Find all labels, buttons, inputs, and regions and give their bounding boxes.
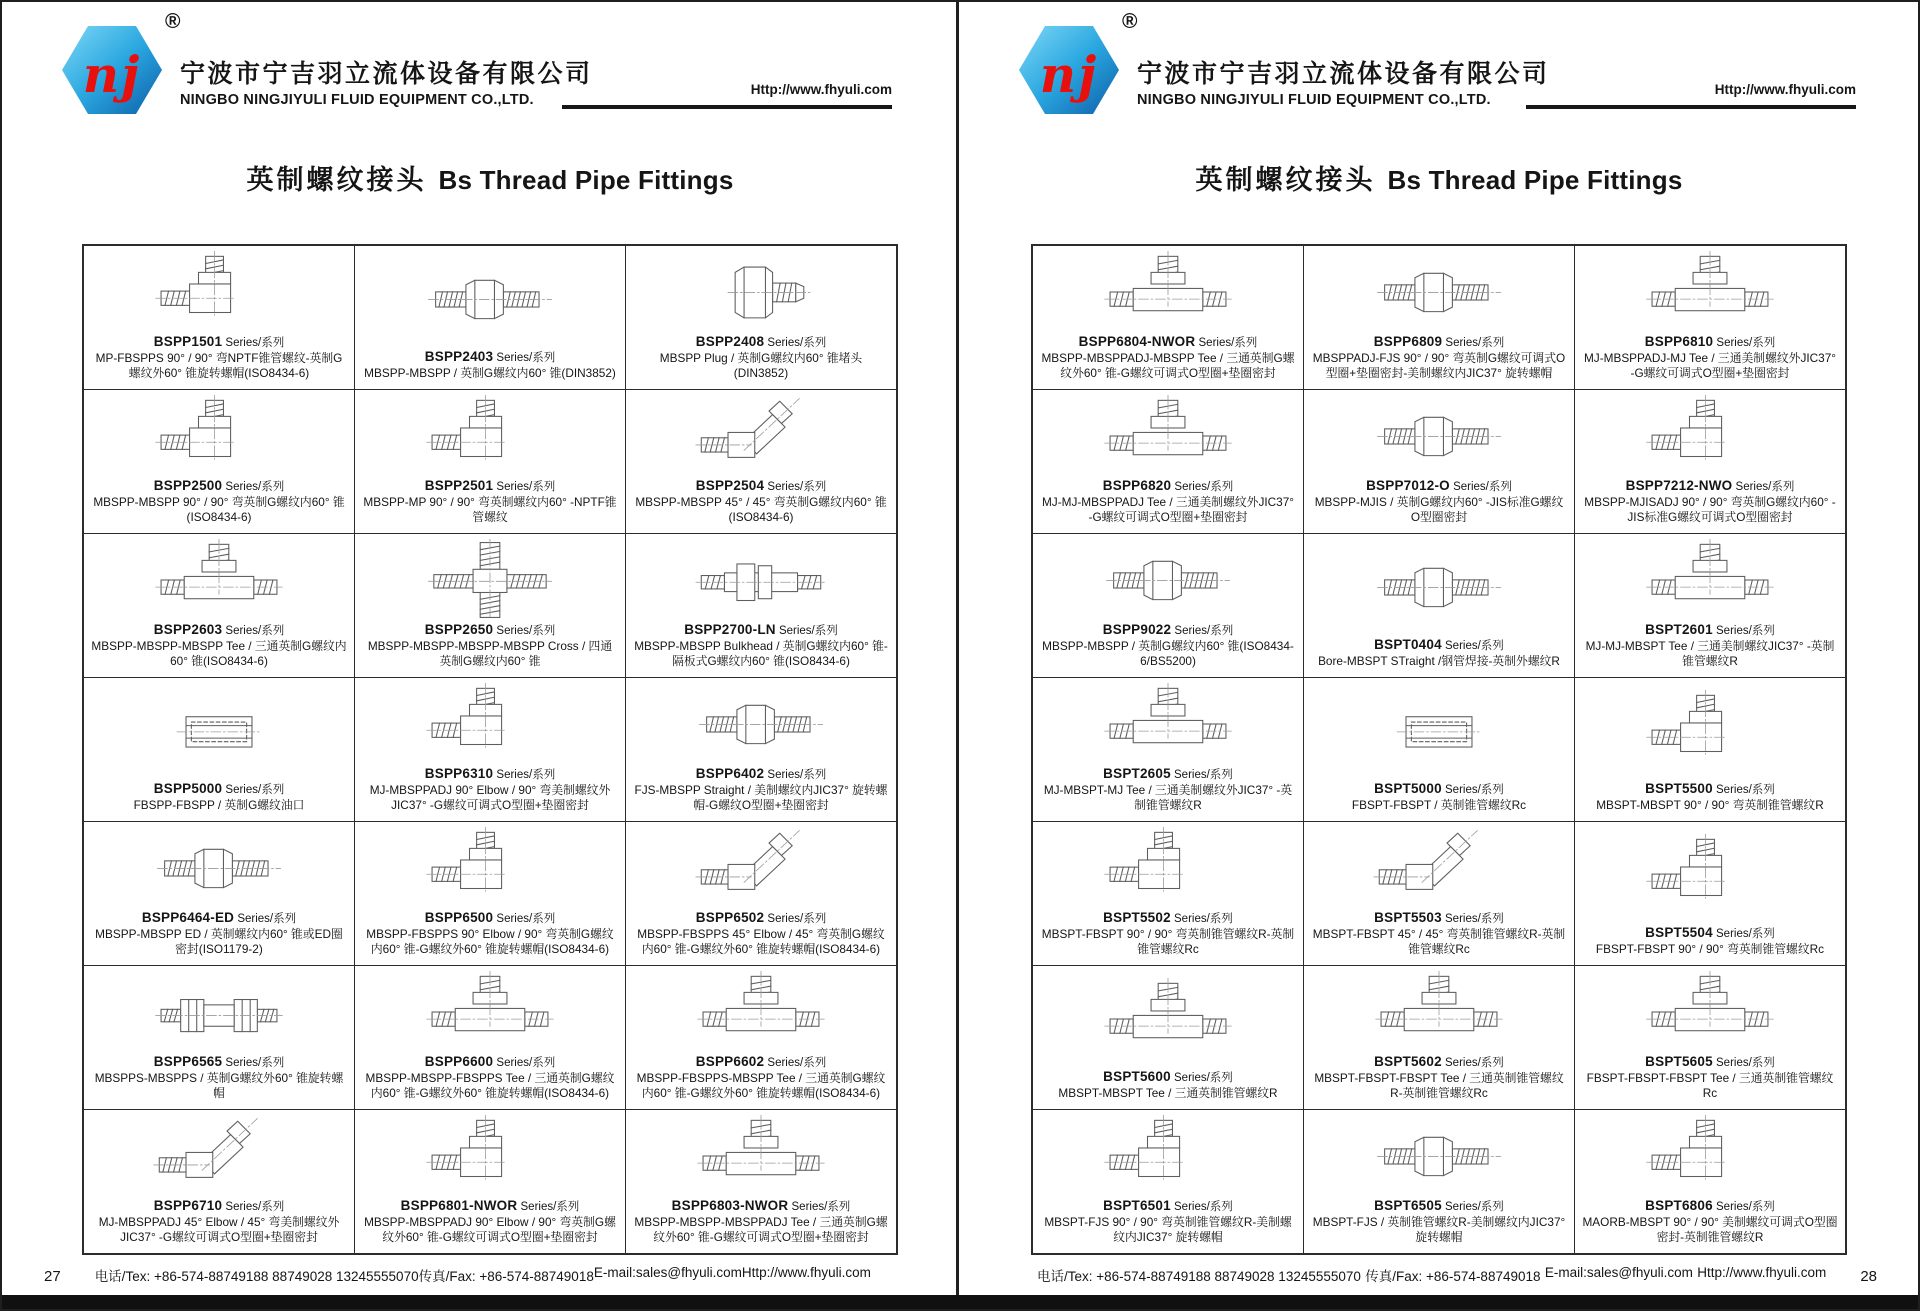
series-number: BSPP2408 bbox=[695, 334, 765, 350]
series-description: MBSPP-MBSPP / 英制G螺纹内60° 锥(ISO8434-6/BS5200) bbox=[1042, 639, 1294, 669]
series-description: MBSPT-FJS / 英制锥管螺纹R-美制螺纹内JIC37° 旋转螺帽 bbox=[1312, 1215, 1566, 1245]
website-url: Http://www.fhyuli.com bbox=[1714, 82, 1856, 97]
sleeve-fitting-drawing bbox=[1304, 678, 1574, 780]
product-cell-BSPP2700-LN bbox=[626, 534, 896, 677]
series-description: MBSPP-MBSPPADJ-MBSPP Tee / 三通英制G螺纹外60° 锥-G螺纹可调式O型圈+垫圈密封 bbox=[1041, 351, 1295, 381]
product-cell-BSPP6310 bbox=[355, 678, 625, 821]
product-cell-BSPP1501 bbox=[84, 246, 354, 389]
product-cell-BSPT5503 bbox=[1304, 822, 1574, 965]
series-number: BSPP2501 bbox=[424, 478, 494, 494]
series-description: MBSPP Plug / 英制G螺纹内60° 锥堵头(DIN3852) bbox=[659, 351, 863, 381]
tee-fitting-drawing bbox=[1575, 966, 1845, 1053]
product-caption bbox=[1033, 1197, 1303, 1253]
product-cell-BSPP2504 bbox=[626, 390, 896, 533]
product-cell-BSPT5500 bbox=[1575, 678, 1845, 821]
sleeve-fitting-drawing bbox=[84, 678, 354, 780]
product-caption bbox=[1575, 924, 1845, 965]
series-number: BSPP6600 bbox=[424, 1054, 494, 1070]
bulkhead-fitting-drawing bbox=[626, 534, 896, 621]
straight-fitting-drawing bbox=[1033, 534, 1303, 621]
series-suffix-label: Series/系列 bbox=[1449, 481, 1512, 494]
website-url: Http://www.fhyuli.com bbox=[750, 82, 892, 97]
product-cell-BSPP2408 bbox=[626, 246, 896, 389]
series-suffix-label: Series/系列 bbox=[234, 913, 297, 926]
series-description: FBSPP-FBSPP / 英制G螺纹油口 bbox=[133, 798, 305, 813]
product-cell-BSPP6500 bbox=[355, 822, 625, 965]
bottom-black-bar bbox=[2, 1295, 1918, 1309]
series-number: BSPP6565 bbox=[153, 1054, 223, 1070]
series-suffix-label: Series/系列 bbox=[764, 481, 827, 494]
series-number: BSPP6710 bbox=[153, 1198, 223, 1214]
series-number: BSPT6501 bbox=[1103, 1198, 1171, 1214]
series-description: MBSPP-MBSPP 45° / 45° 弯英制G螺纹内60° 锥(ISO8434-6) bbox=[635, 495, 887, 525]
tee-fitting-drawing bbox=[1033, 678, 1303, 765]
product-cell-BSPP9022 bbox=[1033, 534, 1303, 677]
series-number: BSPP6502 bbox=[695, 910, 765, 926]
product-cell-BSPP6710 bbox=[84, 1110, 354, 1253]
series-suffix-label: Series/系列 bbox=[1171, 481, 1234, 494]
series-description: MBSPP-MBSPP / 英制G螺纹内60° 锥(DIN3852) bbox=[364, 366, 616, 381]
series-number: BSPP2500 bbox=[153, 478, 223, 494]
product-cell-BSPT5502 bbox=[1033, 822, 1303, 965]
series-suffix-label: Series/系列 bbox=[493, 481, 556, 494]
tee-fitting-drawing bbox=[1033, 966, 1303, 1068]
product-cell-BSPT6501 bbox=[1033, 1110, 1303, 1253]
product-cell-BSPP7212-NWO bbox=[1575, 390, 1845, 533]
straight-fitting-drawing bbox=[1304, 1110, 1574, 1197]
product-caption bbox=[1033, 621, 1303, 677]
series-description: FBSPT-FBSPT-FBSPT Tee / 三通英制锥管螺纹Rc bbox=[1586, 1071, 1834, 1101]
series-number: BSPP1501 bbox=[153, 334, 223, 350]
product-cell-BSPP2500 bbox=[84, 390, 354, 533]
product-caption bbox=[84, 780, 354, 821]
series-suffix-label: Series/系列 bbox=[764, 337, 827, 350]
series-number: BSPP6820 bbox=[1102, 478, 1172, 494]
series-suffix-label: Series/系列 bbox=[1712, 625, 1775, 638]
series-number: BSPT2601 bbox=[1645, 622, 1713, 638]
product-caption bbox=[626, 1053, 896, 1109]
header-rule bbox=[1526, 105, 1856, 109]
product-cell-BSPT6806 bbox=[1575, 1110, 1845, 1253]
product-caption bbox=[1033, 909, 1303, 965]
footer-email: E-mail:sales@fhyuli.com bbox=[593, 1265, 742, 1280]
series-suffix-label: Series/系列 bbox=[788, 1201, 851, 1214]
series-suffix-label: Series/系列 bbox=[1732, 481, 1795, 494]
product-cell-BSPP6801-NWOR bbox=[355, 1110, 625, 1253]
page-title-zh: 英制螺纹接头 bbox=[246, 165, 427, 195]
series-number: BSPP2700-LN bbox=[684, 622, 776, 638]
logo-text: nj bbox=[82, 44, 142, 104]
company-logo bbox=[62, 18, 162, 122]
product-caption bbox=[1304, 909, 1574, 965]
series-suffix-label: Series/系列 bbox=[222, 784, 285, 797]
product-cell-BSPP6502 bbox=[626, 822, 896, 965]
product-caption bbox=[1033, 477, 1303, 533]
series-description: MJ-MJ-MBSPT Tee / 三通美制螺纹JIC37° -英制锥管螺纹R bbox=[1585, 639, 1835, 669]
series-number: BSPP6464-ED bbox=[141, 910, 235, 926]
elbow-90-fitting-drawing bbox=[1575, 390, 1845, 477]
series-description: MBSPP-FBSPPS 45° Elbow / 45° 弯英制G螺纹内60° 锥-G螺纹外60° 锥旋转螺帽(ISO8434-6) bbox=[637, 927, 885, 957]
footer-phone: 电话/Tex: +86-574-88749188 88749028 13245555070 bbox=[94, 1269, 419, 1284]
footer-fax: 传真/Fax: +86-574-88749018 bbox=[418, 1269, 594, 1284]
product-cell-BSPP5000 bbox=[84, 678, 354, 821]
product-caption bbox=[84, 477, 354, 533]
series-suffix-label: Series/系列 bbox=[1442, 337, 1505, 350]
product-caption bbox=[1304, 1197, 1574, 1253]
union-fitting-drawing bbox=[84, 966, 354, 1053]
product-caption bbox=[626, 333, 896, 389]
page-title bbox=[82, 158, 898, 197]
product-caption bbox=[1304, 1053, 1574, 1109]
tee-fitting-drawing bbox=[626, 966, 896, 1053]
elbow-90-fitting-drawing bbox=[84, 390, 354, 477]
fittings-grid-left bbox=[82, 244, 898, 1255]
footer-email: E-mail:sales@fhyuli.com bbox=[1544, 1265, 1693, 1280]
product-cell-BSPT5605 bbox=[1575, 966, 1845, 1109]
series-number: BSPP2403 bbox=[424, 349, 494, 365]
series-suffix-label: Series/系列 bbox=[1170, 913, 1233, 926]
series-number: BSPP6801-NWOR bbox=[400, 1198, 518, 1214]
product-cell-BSPP6600 bbox=[355, 966, 625, 1109]
plug-fitting-drawing bbox=[626, 246, 896, 333]
tee-fitting-drawing bbox=[84, 534, 354, 621]
series-suffix-label: Series/系列 bbox=[1712, 1057, 1775, 1070]
footer-website: Http://www.fhyuli.com bbox=[741, 1265, 871, 1280]
series-description: FBSPT-FBSPT / 英制锥管螺纹Rc bbox=[1351, 798, 1527, 813]
elbow-90-fitting-drawing bbox=[84, 246, 354, 333]
elbow-90-fitting-drawing bbox=[355, 1110, 625, 1197]
series-description: MBSPP-MP 90° / 90° 弯英制螺纹内60° -NPTF锥管螺纹 bbox=[363, 495, 617, 525]
product-cell-BSPP2501 bbox=[355, 390, 625, 533]
series-suffix-label: Series/系列 bbox=[1712, 784, 1775, 797]
product-cell-BSPP6402 bbox=[626, 678, 896, 821]
product-cell-BSPP2403 bbox=[355, 246, 625, 389]
series-number: BSPT5504 bbox=[1645, 925, 1713, 941]
product-cell-BSPP6820 bbox=[1033, 390, 1303, 533]
elbow-90-fitting-drawing bbox=[1033, 822, 1303, 909]
company-name-zh: 宁波市宁吉羽立流体设备有限公司 bbox=[1137, 60, 1550, 88]
series-number: BSPP7012-O bbox=[1366, 478, 1450, 494]
series-number: BSPP2603 bbox=[153, 622, 223, 638]
product-caption bbox=[1575, 333, 1845, 389]
tee-fitting-drawing bbox=[1575, 246, 1845, 333]
series-suffix-label: Series/系列 bbox=[222, 337, 285, 350]
elbow-45-fitting-drawing bbox=[1304, 822, 1574, 909]
product-cell-BSPP6803-NWOR bbox=[626, 1110, 896, 1253]
series-description: MJ-MBSPPADJ 90° Elbow / 90° 弯美制螺纹外JIC37° -G螺纹可调式O型圈+垫圈密封 bbox=[369, 783, 611, 813]
series-description: MBSPP-MBSPP-MBSPP-MBSPP Cross / 四通英制G螺纹内60° 锥 bbox=[367, 639, 613, 669]
straight-fitting-drawing bbox=[84, 822, 354, 909]
series-number: BSPP7212-NWO bbox=[1625, 478, 1733, 494]
tee-fitting-drawing bbox=[626, 1110, 896, 1197]
series-number: BSPP6500 bbox=[424, 910, 494, 926]
series-number: BSPP6402 bbox=[695, 766, 765, 782]
elbow-45-fitting-drawing bbox=[626, 390, 896, 477]
series-suffix-label: Series/系列 bbox=[493, 769, 556, 782]
page-title-en: Bs Thread Pipe Fittings bbox=[438, 165, 734, 195]
elbow-90-fitting-drawing bbox=[1033, 1110, 1303, 1197]
page-title bbox=[1031, 158, 1847, 197]
product-caption bbox=[355, 621, 625, 677]
product-caption bbox=[1575, 621, 1845, 677]
product-cell-BSPP7012-O bbox=[1304, 390, 1574, 533]
tee-fitting-drawing bbox=[1304, 966, 1574, 1053]
logo-text: nj bbox=[1039, 44, 1099, 104]
product-caption bbox=[355, 1197, 625, 1253]
product-caption bbox=[1304, 780, 1574, 821]
cross-fitting-drawing bbox=[355, 534, 625, 621]
product-cell-BSPP6464-ED bbox=[84, 822, 354, 965]
product-caption bbox=[1575, 780, 1845, 821]
series-number: BSPT0404 bbox=[1374, 637, 1442, 653]
product-caption bbox=[84, 1053, 354, 1109]
series-number: BSPT6505 bbox=[1374, 1198, 1442, 1214]
registered-trademark: ® bbox=[165, 10, 181, 33]
series-suffix-label: Series/系列 bbox=[493, 625, 556, 638]
series-suffix-label: Series/系列 bbox=[517, 1201, 580, 1214]
product-caption bbox=[626, 1197, 896, 1253]
product-caption bbox=[1304, 333, 1574, 389]
product-caption bbox=[1575, 477, 1845, 533]
straight-fitting-drawing bbox=[1304, 390, 1574, 477]
elbow-90-fitting-drawing bbox=[355, 390, 625, 477]
product-cell-BSPP2603 bbox=[84, 534, 354, 677]
product-caption bbox=[355, 1053, 625, 1109]
series-description: MJ-MBSPPADJ-MJ Tee / 三通美制螺纹外JIC37° -G螺纹可调式O型圈+垫圈密封 bbox=[1583, 351, 1837, 381]
series-description: MBSPT-FJS 90° / 90° 弯英制锥管螺纹R-美制螺纹内JIC37° 旋转螺帽 bbox=[1044, 1215, 1292, 1245]
series-suffix-label: Series/系列 bbox=[1170, 1201, 1233, 1214]
series-number: BSPT5000 bbox=[1374, 781, 1442, 797]
product-cell-BSPT2601 bbox=[1575, 534, 1845, 677]
series-description: MBSPP-FBSPPS-MBSPP Tee / 三通英制G螺纹内60° 锥-G螺纹外60° 锥旋转螺帽(ISO8434-6) bbox=[636, 1071, 886, 1101]
product-caption bbox=[84, 909, 354, 965]
elbow-90-fitting-drawing bbox=[1575, 822, 1845, 924]
series-description: MBSPP-MBSPP Bulkhead / 英制G螺纹内60° 锥-隔板式G螺纹内60° 锥(ISO8434-6) bbox=[634, 639, 888, 669]
product-caption bbox=[84, 621, 354, 677]
series-number: BSPP9022 bbox=[1102, 622, 1172, 638]
company-logo bbox=[1019, 18, 1119, 122]
series-suffix-label: Series/系列 bbox=[1171, 625, 1234, 638]
series-suffix-label: Series/系列 bbox=[775, 625, 838, 638]
fittings-grid-right bbox=[1031, 244, 1847, 1255]
series-suffix-label: Series/系列 bbox=[1170, 769, 1233, 782]
series-description: MBSPP-MJIS / 英制G螺纹内60° -JIS标准G螺纹O型圈密封 bbox=[1314, 495, 1564, 525]
catalog-page-28 bbox=[959, 2, 1920, 1311]
series-description: MBSPP-MBSPP ED / 英制螺纹内60° 锥或ED圈密封(ISO1179-2) bbox=[95, 927, 343, 957]
series-number: BSPT5500 bbox=[1645, 781, 1713, 797]
tee-fitting-drawing bbox=[1033, 390, 1303, 477]
page-title-en: Bs Thread Pipe Fittings bbox=[1387, 165, 1683, 195]
product-caption bbox=[1304, 636, 1574, 677]
product-cell-BSPT0404 bbox=[1304, 534, 1574, 677]
product-caption bbox=[626, 909, 896, 965]
series-number: BSPP6602 bbox=[695, 1054, 765, 1070]
elbow-90-fitting-drawing bbox=[1575, 678, 1845, 780]
series-description: FJS-MBSPP Straight / 美制螺纹内JIC37° 旋转螺帽-G螺纹O型圈+垫圈密封 bbox=[634, 783, 888, 813]
page-number: 27 bbox=[44, 1268, 61, 1285]
series-suffix-label: Series/系列 bbox=[1441, 640, 1504, 653]
company-name-en: NINGBO NINGJIYULI FLUID EQUIPMENT CO.,LTD. bbox=[180, 92, 534, 108]
product-caption bbox=[355, 477, 625, 533]
product-caption bbox=[1033, 1068, 1303, 1109]
series-description: MJ-MBSPT-MJ Tee / 三通美制螺纹外JIC37° -英制锥管螺纹R bbox=[1043, 783, 1293, 813]
tee-fitting-drawing bbox=[1033, 246, 1303, 333]
series-number: BSPP6810 bbox=[1644, 334, 1714, 350]
product-caption bbox=[1033, 765, 1303, 821]
straight-fitting-drawing bbox=[626, 678, 896, 765]
series-suffix-label: Series/系列 bbox=[1441, 1201, 1504, 1214]
series-suffix-label: Series/系列 bbox=[1441, 784, 1504, 797]
series-number: BSPT5600 bbox=[1103, 1069, 1171, 1085]
catalog-page-27 bbox=[2, 2, 956, 1311]
elbow-45-fitting-drawing bbox=[626, 822, 896, 909]
series-suffix-label: Series/系列 bbox=[1441, 1057, 1504, 1070]
elbow-90-fitting-drawing bbox=[355, 678, 625, 765]
header-rule bbox=[562, 105, 892, 109]
series-number: BSPT5503 bbox=[1374, 910, 1442, 926]
product-cell-BSPT2605 bbox=[1033, 678, 1303, 821]
product-caption bbox=[84, 333, 354, 389]
series-suffix-label: Series/系列 bbox=[493, 352, 556, 365]
straight-fitting-drawing bbox=[1304, 534, 1574, 636]
product-cell-BSPP6602 bbox=[626, 966, 896, 1109]
product-caption bbox=[626, 765, 896, 821]
product-cell-BSPT5504 bbox=[1575, 822, 1845, 965]
product-caption bbox=[1033, 333, 1303, 389]
series-description: MBSPT-MBSPT 90° / 90° 弯英制锥管螺纹R bbox=[1596, 798, 1824, 813]
series-suffix-label: Series/系列 bbox=[764, 913, 827, 926]
series-description: MBSPT-FBSPT 45° / 45° 弯英制锥管螺纹R-英制锥管螺纹Rc bbox=[1312, 927, 1566, 957]
series-description: MP-FBSPPS 90° / 90° 弯NPTF锥管螺纹-英制G螺纹外60° 锥旋转螺帽(ISO8434-6) bbox=[95, 351, 343, 381]
page-title-zh: 英制螺纹接头 bbox=[1195, 165, 1376, 195]
product-caption bbox=[1575, 1053, 1845, 1109]
series-description: FBSPT-FBSPT 90° / 90° 弯英制锥管螺纹Rc bbox=[1595, 942, 1825, 957]
tee-fitting-drawing bbox=[1575, 534, 1845, 621]
series-suffix-label: Series/系列 bbox=[764, 769, 827, 782]
series-number: BSPT6806 bbox=[1645, 1198, 1713, 1214]
series-description: MBSPP-FBSPPS 90° Elbow / 90° 弯英制G螺纹内60° 锥-G螺纹外60° 锥旋转螺帽(ISO8434-6) bbox=[366, 927, 614, 957]
product-cell-BSPT6505 bbox=[1304, 1110, 1574, 1253]
series-number: BSPP6809 bbox=[1373, 334, 1443, 350]
elbow-90-fitting-drawing bbox=[355, 822, 625, 909]
series-suffix-label: Series/系列 bbox=[1712, 1201, 1775, 1214]
series-number: BSPT5502 bbox=[1103, 910, 1171, 926]
series-description: MBSPT-FBSPT-FBSPT Tee / 三通英制锥管螺纹R-英制锥管螺纹Rc bbox=[1314, 1071, 1564, 1101]
product-cell-BSPP6810 bbox=[1575, 246, 1845, 389]
series-description: MBSPP-MBSPP-MBSPP Tee / 三通英制G螺纹内60° 锥(ISO8434-6) bbox=[91, 639, 347, 669]
product-cell-BSPP2650 bbox=[355, 534, 625, 677]
page-divider bbox=[956, 2, 959, 1309]
registered-trademark: ® bbox=[1122, 10, 1138, 33]
series-description: Bore-MBSPT STraight /钢管焊接-英制外螺纹R bbox=[1318, 654, 1560, 669]
elbow-45-fitting-drawing bbox=[84, 1110, 354, 1197]
product-cell-BSPP6809 bbox=[1304, 246, 1574, 389]
footer-fax: 传真/Fax: +86-574-88749018 bbox=[1365, 1269, 1541, 1284]
series-number: BSPP6803-NWOR bbox=[671, 1198, 789, 1214]
product-caption bbox=[355, 348, 625, 389]
product-caption bbox=[355, 909, 625, 965]
product-cell-BSPT5000 bbox=[1304, 678, 1574, 821]
product-cell-BSPP6804-NWOR bbox=[1033, 246, 1303, 389]
series-description: MJ-MBSPPADJ 45° Elbow / 45° 弯美制螺纹外JIC37° -G螺纹可调式O型圈+垫圈密封 bbox=[98, 1215, 340, 1245]
series-suffix-label: Series/系列 bbox=[222, 1201, 285, 1214]
series-suffix-label: Series/系列 bbox=[1713, 337, 1776, 350]
product-cell-BSPT5602 bbox=[1304, 966, 1574, 1109]
series-description: MBSPP-MBSPP-FBSPPS Tee / 三通英制G螺纹内60° 锥-G螺纹外60° 锥旋转螺帽(ISO8434-6) bbox=[365, 1071, 615, 1101]
footer-phone: 电话/Tex: +86-574-88749188 88749028 13245555070 bbox=[1037, 1269, 1361, 1284]
series-description: MBSPT-FBSPT 90° / 90° 弯英制锥管螺纹R-英制锥管螺纹Rc bbox=[1041, 927, 1295, 957]
product-caption bbox=[1304, 477, 1574, 533]
series-description: MJ-MJ-MBSPPADJ Tee / 三通美制螺纹外JIC37° -G螺纹可调式O型圈+垫圈密封 bbox=[1041, 495, 1295, 525]
series-suffix-label: Series/系列 bbox=[222, 481, 285, 494]
footer-website: Http://www.fhyuli.com bbox=[1697, 1265, 1827, 1280]
product-caption bbox=[626, 621, 896, 677]
series-number: BSPP6804-NWOR bbox=[1078, 334, 1196, 350]
series-number: BSPP6310 bbox=[424, 766, 494, 782]
series-suffix-label: Series/系列 bbox=[1170, 1072, 1233, 1085]
series-description: MAORB-MBSPT 90° / 90° 美制螺纹可调式O型圈密封-英制锥管螺纹R bbox=[1582, 1215, 1838, 1245]
elbow-90-fitting-drawing bbox=[1575, 1110, 1845, 1197]
product-caption bbox=[1575, 1197, 1845, 1253]
series-description: MBSPPS-MBSPPS / 英制G螺纹外60° 锥旋转螺帽 bbox=[94, 1071, 344, 1101]
series-suffix-label: Series/系列 bbox=[1441, 913, 1504, 926]
page-footer bbox=[44, 1265, 904, 1285]
straight-fitting-drawing bbox=[355, 246, 625, 348]
series-description: MBSPP-MBSPPADJ 90° Elbow / 90° 弯英制G螺纹外60° 锥-G螺纹可调式O型圈+垫圈密封 bbox=[364, 1215, 616, 1245]
page-number: 28 bbox=[1860, 1268, 1877, 1285]
series-number: BSPP5000 bbox=[153, 781, 223, 797]
tee-fitting-drawing bbox=[355, 966, 625, 1053]
product-caption bbox=[626, 477, 896, 533]
product-cell-BSPT5600 bbox=[1033, 966, 1303, 1109]
series-number: BSPT2605 bbox=[1103, 766, 1171, 782]
series-suffix-label: Series/系列 bbox=[222, 1057, 285, 1070]
series-suffix-label: Series/系列 bbox=[493, 913, 556, 926]
straight-fitting-drawing bbox=[1304, 246, 1574, 333]
series-description: MBSPP-MJISADJ 90° / 90° 弯英制G螺纹内60° -JIS标准G螺纹可调式O型圈密封 bbox=[1584, 495, 1836, 525]
page-footer bbox=[997, 1265, 1877, 1285]
company-name-en: NINGBO NINGJIYULI FLUID EQUIPMENT CO.,LTD. bbox=[1137, 92, 1491, 108]
product-caption bbox=[84, 1197, 354, 1253]
series-suffix-label: Series/系列 bbox=[1712, 928, 1775, 941]
company-name-zh: 宁波市宁吉羽立流体设备有限公司 bbox=[180, 60, 593, 88]
product-cell-BSPP6565 bbox=[84, 966, 354, 1109]
series-suffix-label: Series/系列 bbox=[1195, 337, 1258, 350]
series-suffix-label: Series/系列 bbox=[493, 1057, 556, 1070]
series-number: BSPT5602 bbox=[1374, 1054, 1442, 1070]
series-suffix-label: Series/系列 bbox=[222, 625, 285, 638]
series-suffix-label: Series/系列 bbox=[764, 1057, 827, 1070]
series-number: BSPT5605 bbox=[1645, 1054, 1713, 1070]
series-description: MBSPP-MBSPP-MBSPPADJ Tee / 三通英制G螺纹外60° 锥-G螺纹可调式O型圈+垫圈密封 bbox=[634, 1215, 888, 1245]
series-number: BSPP2504 bbox=[695, 478, 765, 494]
series-description: MBSPP-MBSPP 90° / 90° 弯英制G螺纹内60° 锥(ISO8434-6) bbox=[93, 495, 345, 525]
product-caption bbox=[355, 765, 625, 821]
series-description: MBSPPADJ-FJS 90° / 90° 弯英制G螺纹可调式O型圈+垫圈密封-美制螺纹内JIC37° 旋转螺帽 bbox=[1312, 351, 1566, 381]
series-number: BSPP2650 bbox=[424, 622, 494, 638]
series-description: MBSPT-MBSPT Tee / 三通英制锥管螺纹R bbox=[1058, 1086, 1278, 1101]
